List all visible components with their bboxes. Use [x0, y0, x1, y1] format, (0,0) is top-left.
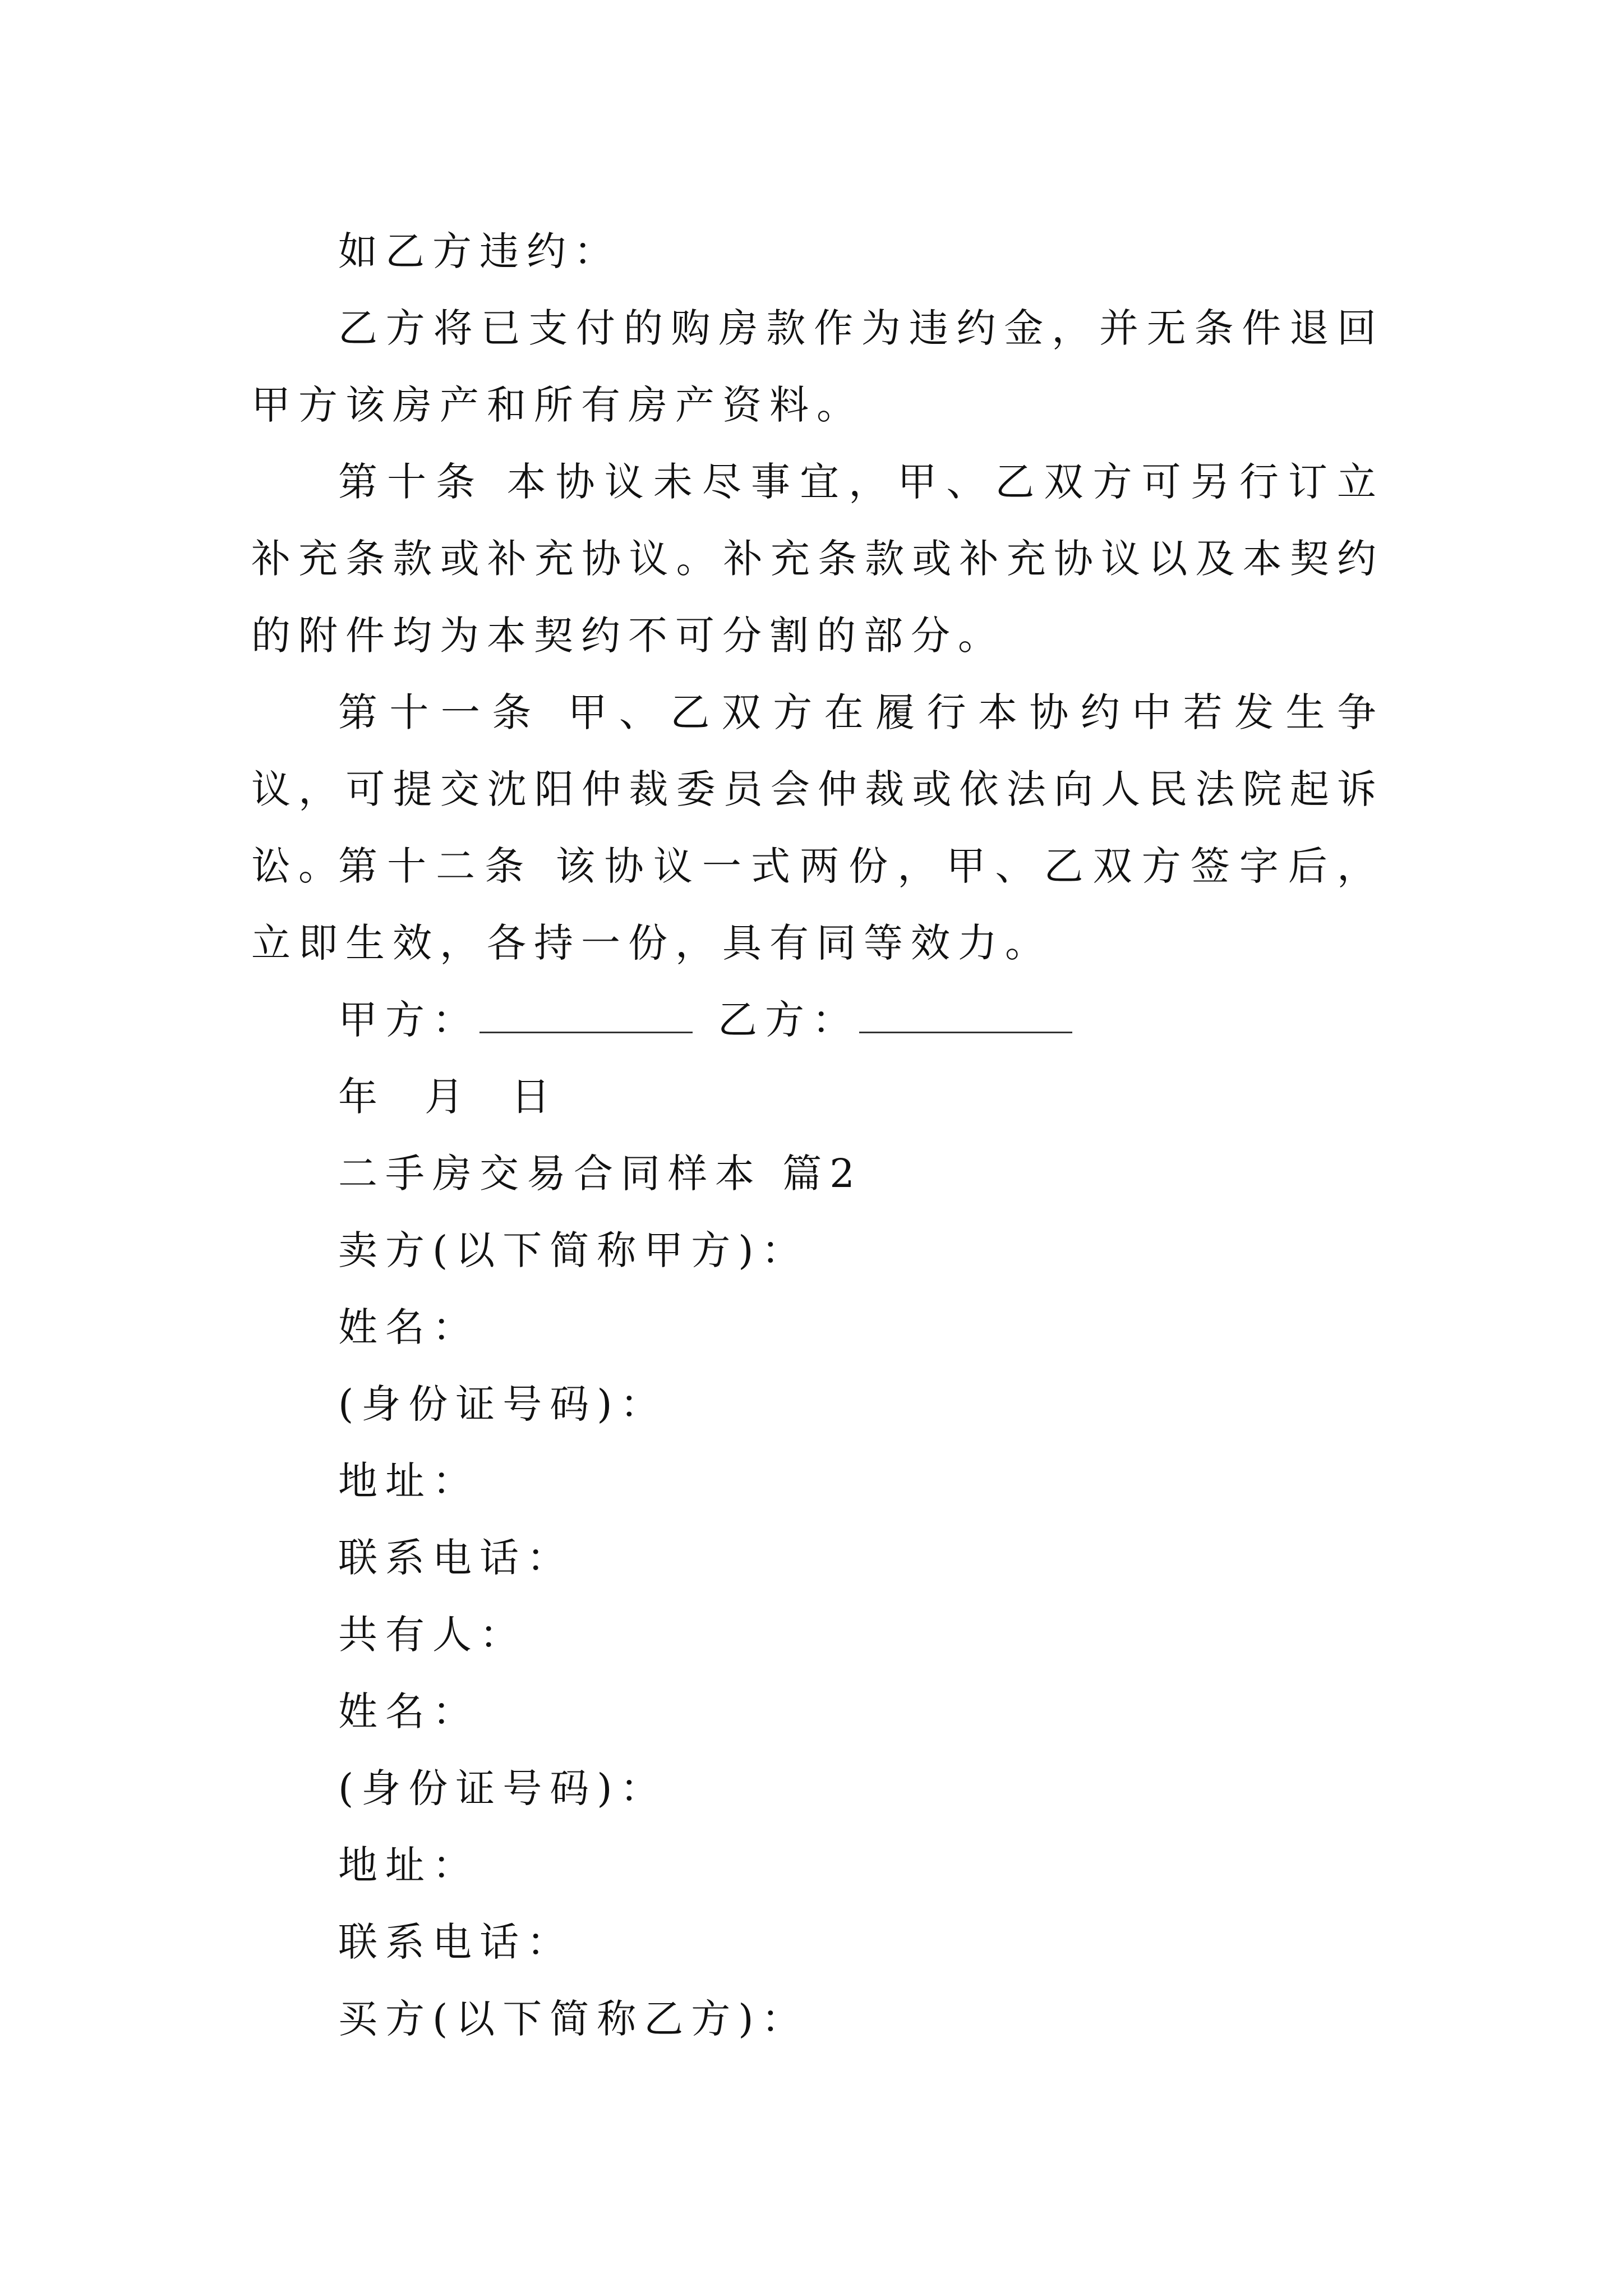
party-a-label: 甲方：	[338, 997, 479, 1043]
party-a-signature-blank	[479, 1020, 693, 1033]
signature-row	[251, 982, 1384, 1059]
co-owner-id-field: (身份证号码)：	[338, 1765, 667, 1811]
seller-name-field: 姓名：	[338, 1304, 479, 1350]
co-owner-heading: 共有人：	[338, 1612, 527, 1658]
co-owner-address-field: 地址：	[338, 1842, 479, 1888]
article-12-paragraph: 第十二条 该协议一式两份，甲、乙双方签字后，立即生效，各持一份，具有同等效力。	[251, 843, 1384, 966]
date-month: 月	[425, 1074, 472, 1120]
co-owner-name-field: 姓名：	[338, 1688, 479, 1734]
document-page	[251, 213, 1384, 2058]
breach-heading: 如乙方违约：	[338, 228, 621, 274]
party-b-signature-blank	[859, 1020, 1072, 1033]
seller-id-field: (身份证号码)：	[338, 1381, 667, 1427]
date-row	[251, 1059, 1384, 1135]
party-b-label: 乙方：	[718, 997, 859, 1043]
article-11-paragraph: 第十一条 甲、乙双方在履行本协约中若发生争议，可提交沈阳仲裁委员会仲裁或依法向人民法院起诉讼。	[251, 689, 1384, 889]
co-owner-phone-field: 联系电话：	[338, 1919, 574, 1965]
date-day: 日	[511, 1074, 558, 1120]
buyer-heading: 买方(以下简称乙方)：	[338, 1996, 809, 2042]
breach-clause-paragraph: 乙方将已支付的购房款作为违约金，并无条件退回甲方该房产和所有房产资料。	[251, 305, 1384, 428]
seller-heading: 卖方(以下简称甲方)：	[338, 1227, 809, 1273]
seller-address-field: 地址：	[338, 1458, 479, 1504]
date-year: 年	[338, 1074, 385, 1120]
section-2-title: 二手房交易合同样本 篇2	[338, 1151, 863, 1197]
seller-phone-field: 联系电话：	[338, 1535, 574, 1581]
article-10-paragraph: 第十条 本协议未尽事宜，甲、乙双方可另行订立补充条款或补充协议。补充条款或补充协议以及本契约的附件均为本契约不可分割的部分。	[251, 459, 1384, 659]
